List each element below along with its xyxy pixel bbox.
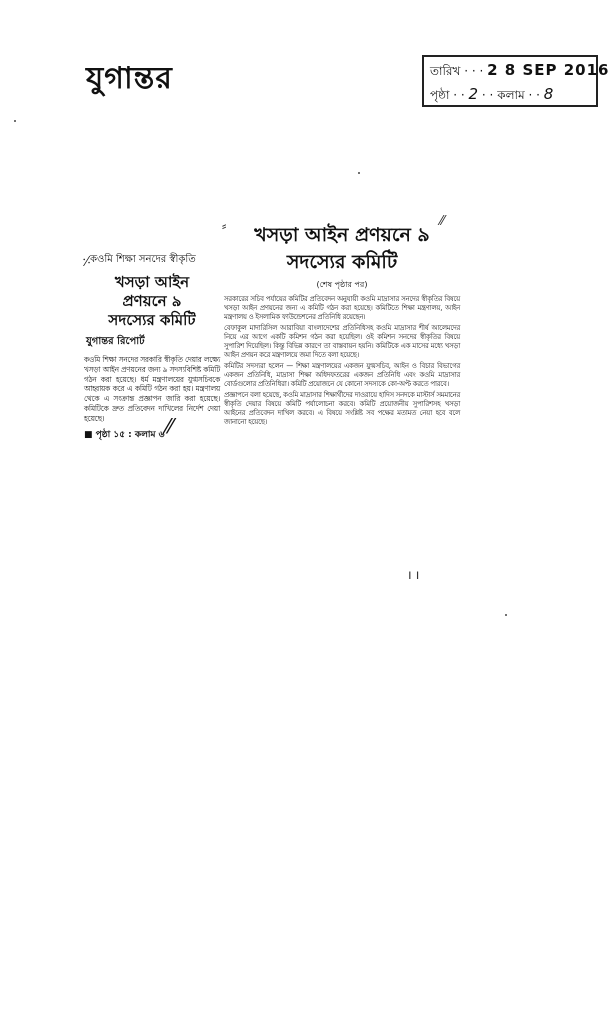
body-paragraph: সরকারের সচিব পর্যায়ের কমিটির প্রতিবেদন অনুযায়ী কওমি মাদ্রাসার সনদের স্বীকৃতির বিষয়ে খসড়া আইন প্রণয়নের জন্য এ কমিটি গঠন করা হয়েছে। কমিটিতে শিক্ষা মন্ত্রণালয়, আইন মন্ত্রণালয় ও ইসলামিক ফাউন্ডেশনের প্রতিনিধি রয়েছেন। [224, 295, 460, 321]
newspaper-masthead: যুগান্তর [86, 61, 173, 96]
left-news-clipping [84, 252, 220, 452]
speck-mark [505, 614, 507, 616]
scissor-tick-mark: ⸗ [222, 219, 227, 234]
clipping-headline [224, 222, 460, 276]
stamp-column-label: কলাম [497, 88, 525, 102]
continued-reference: ■ পৃষ্ঠা ১৫ : কলাম ৬ [84, 429, 165, 440]
headline-line: খসড়া আইন প্রণয়নে ৯ [254, 224, 430, 246]
clipping-kicker: কওমি শিক্ষা সনদের স্বীকৃতি [90, 254, 196, 265]
headline-line: সদস্যের কমিটি [108, 311, 196, 329]
stamp-date-value: 2 8 SEP 2016 [487, 61, 610, 79]
scissor-tick-mark: ⁄⁄ [166, 414, 173, 438]
scissor-tick-mark: ⸓ [82, 254, 92, 270]
headline-line: সদস্যের কমিটি [286, 251, 398, 273]
body-paragraph: বেফাকুল মাদারিসিল আরাবিয়া বাংলাদেশের প্রতিনিধিসহ কওমি মাদ্রাসার শীর্ষ আলেমদের নিয়ে এর আগে একটি কমিশন গঠন করা হয়েছিল। ওই কমিশন সনদের স্বীকৃতির বিষয়ে সুপারিশ দিয়েছিল। কিন্তু বিভিন্ন কারণে তা বাস্তবায়ন হয়নি। কমিটিকে এক মাসের মধ্যে খসড়া আইন প্রণয়ন করে মন্ত্রণালয়ে জমা দিতে বলা হয়েছে। [224, 324, 460, 359]
body-paragraph: কমিটির সদস্যরা হলেন — শিক্ষা মন্ত্রণালয়ের একজন যুগ্মসচিব, আইন ও বিচার বিভাগের একজন প্রতিনিধি, মাদ্রাসা শিক্ষা অধিদফতরের একজন প্রতিনিধি এবং কওমি মাদ্রাসার বোর্ডগুলোর প্রতিনিধিরা। কমিটি প্রয়োজনে যে কোনো সদস্যকে কো-অপ্ট করতে পারবে। [224, 362, 460, 388]
stamp-date-label: তারিখ [430, 64, 461, 78]
speck-mark [14, 120, 16, 122]
speck-mark [358, 172, 360, 174]
stamp-page-value: 2 [468, 85, 479, 103]
continued-from-label: (শেষ পৃষ্ঠার পর) [316, 280, 368, 289]
scissor-tick-mark: ı ı [408, 568, 420, 583]
scissor-tick-mark: ⁄⁄ [440, 214, 445, 229]
clipping-byline: যুগান্তর রিপোর্ট [86, 336, 145, 347]
stamp-column-value: 8 [543, 85, 554, 103]
clipping-body-text [224, 295, 460, 427]
right-news-clipping [224, 222, 460, 427]
clipping-headline [84, 273, 220, 330]
body-paragraph: প্রজ্ঞাপনে বলা হয়েছে, কওমি মাদ্রাসার শিক্ষার্থীদের দাওরায়ে হাদিস সনদকে মাস্টার্স সমমানের স্বীকৃতি দেয়ার বিষয়ে কমিটি পর্যালোচনা করবে। কমিটি প্রয়োজনীয় সুপারিশসহ খসড়া আইনের প্রতিবেদন দাখিল করবে। এ বিষয়ে সংশ্লিষ্ট সব পক্ষের মতামত নেয়া হবে বলে জানানো হয়েছে। [224, 391, 460, 426]
headline-line: প্রণয়নে ৯ [122, 292, 182, 310]
stamp-page-label: পৃষ্ঠা [430, 88, 450, 102]
headline-line: খসড়া আইন [114, 273, 190, 291]
clipping-date-stamp: তারিখ · · · 2 8 SEP 2016 পৃষ্ঠা · · 2 · · কলাম · · 8 [422, 55, 598, 107]
clipping-body-text: কওমি শিক্ষা সনদের সরকারি স্বীকৃতি দেয়ার লক্ষ্যে খসড়া আইন প্রণয়নের জন্য ৯ সদস্যবিশিষ্ট কমিটি গঠন করা হয়েছে। ধর্ম মন্ত্রণালয়ের যুগ্মসচিবকে আহ্বায়ক করে এ কমিটি গঠন করা হয়। মন্ত্রণালয় থেকে এ সংক্রান্ত প্রজ্ঞাপন জারি করা হয়েছে। কমিটিকে দ্রুত প্রতিবেদন দাখিলের নির্দেশ দেয়া হয়েছে। [84, 355, 220, 423]
